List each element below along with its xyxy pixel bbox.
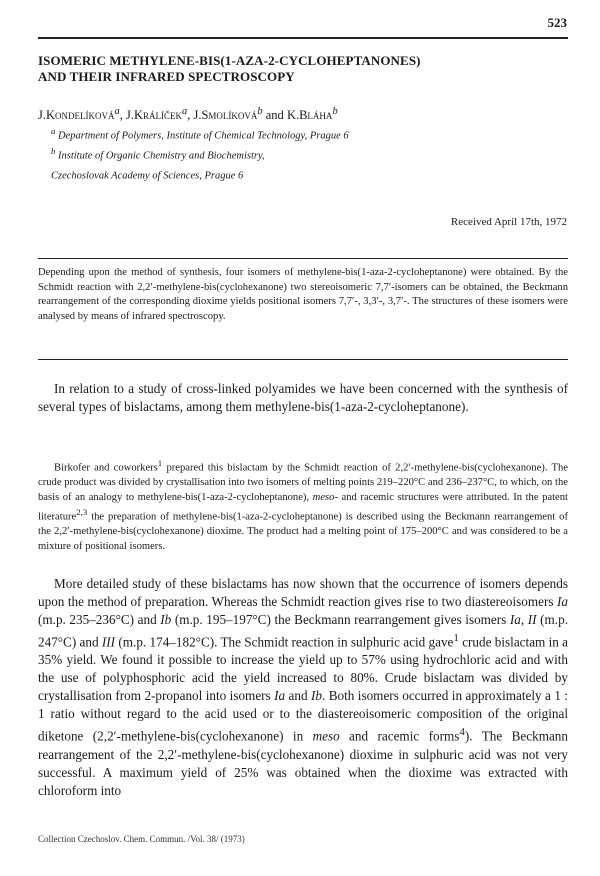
abstract-top-rule [38, 258, 568, 259]
intro-paragraph: In relation to a study of cross-linked polyamides we have been concerned with the synthesis of several types of bislactams, among them methylene-bis(1-aza-2-cycloheptanone). [38, 381, 568, 414]
received-date: Received April 17th, 1972 [450, 216, 567, 228]
affiliation-b-cont: Czechoslovak Academy of Sciences, Prague 6 [51, 170, 244, 182]
affiliation-a: $^a$ Department of Polymers, Institute of Chemical Technology, Prague 6 [51, 126, 349, 142]
page-number: 523 [547, 15, 567, 30]
results-paragraph: More detailed study of these bislactams has now shown that the occurrence of isomers depends upon the method of preparation. Whereas the Schmidt reaction gives rise to two diastereoisomers Ia (m.p. 235–236°C) and Ib (m.p. 195–197°C) the Beckmann rearrangement gives isomers Ia, II (m.p. 247°C) and III (m.p. 174–182°C). The Schmidt reaction in sulphuric acid gave$^1$ crude bislactam in a 35% yield. We found it possible to increase the yield up to 57% using hydrochloric acid and with the use of polyphosphoric acid the yield increased to 80%. Crude bislactam was divided by crystallisation from 2-propanol into isomers Ia and Ib. Both isomers occurred in approximately a 1 : 1 ratio without regard to the acid used or to the diastereoisomeric composition of the original diketone (2,2′-methylene-bis(cyclohexanone) in meso and racemic forms$^4$). The Beckmann rearrangement of the 2,2′-methylene-bis(cyclohexanone) dioxime in sulphuric acid was not very successful. A maximum yield of 25% was obtained when the dioxime was extracted with chloroform into [38, 576, 569, 798]
title-line-1: ISOMERIC METHYLENE-BIS(1-AZA-2-CYCLOHEPTANONES) [38, 53, 421, 68]
affiliation-b: $^b$ Institute of Organic Chemistry and Biochemistry, [51, 146, 265, 162]
author-2: J.Králíček$^a$, [125, 106, 194, 123]
header-rule [38, 37, 568, 39]
author-1: J.Kondelíková$^a$, [38, 106, 126, 123]
author-4: K.Bláha$^b$ [286, 106, 338, 123]
abstract-bottom-rule [38, 359, 568, 360]
literature-paragraph: Birkofer and coworkers$^1$ prepared this bislactam by the Schmidt reaction of 2,2′-methylene-bis(cyclohexanone). The crude product was divided by crystallisation into two isomers of melting points 219–220°C and 236–237°C, to which, on the basis of an analogy to methylene-bis(1-aza-2-cycloheptanone), meso- and racemic structures were attributed. In the patent literature$^{2,3}$ the preparation of methylene-bis(1-aza-2-cycloheptanone) is described using the Beckmann rearrangement of the 2,2′-methylene-bis(cyclohexanone) dioxime. The product had a melting point of 175–200°C and was considered to be a mixture of positional isomers. [38, 458, 568, 553]
author-list [38, 104, 568, 123]
article-title [38, 53, 568, 85]
abstract: Depending upon the method of synthesis, four isomers of methylene-bis(1-aza-2-cycloheptanone) were obtained. By the Schmidt reaction with 2,2′-methylene-bis(cyclohexanone) two stereoisomeric 7,7′-isomers can be obtained, the Beckmann rearrangement of the corresponding dioxime yields positional isomers 7,7′-, 3,3′-, 3,7′-. The structures of these isomers were analysed by means of infrared spectroscopy. [38, 267, 568, 322]
title-line-2: AND THEIR INFRARED SPECTROSCOPY [38, 69, 295, 84]
journal-footer: Collection Czechoslov. Chem. Commun. /Vol. 38/ (1973) [38, 834, 245, 844]
affiliations [51, 124, 551, 184]
author-3: J.Smolíková$^b$ and [193, 106, 287, 123]
